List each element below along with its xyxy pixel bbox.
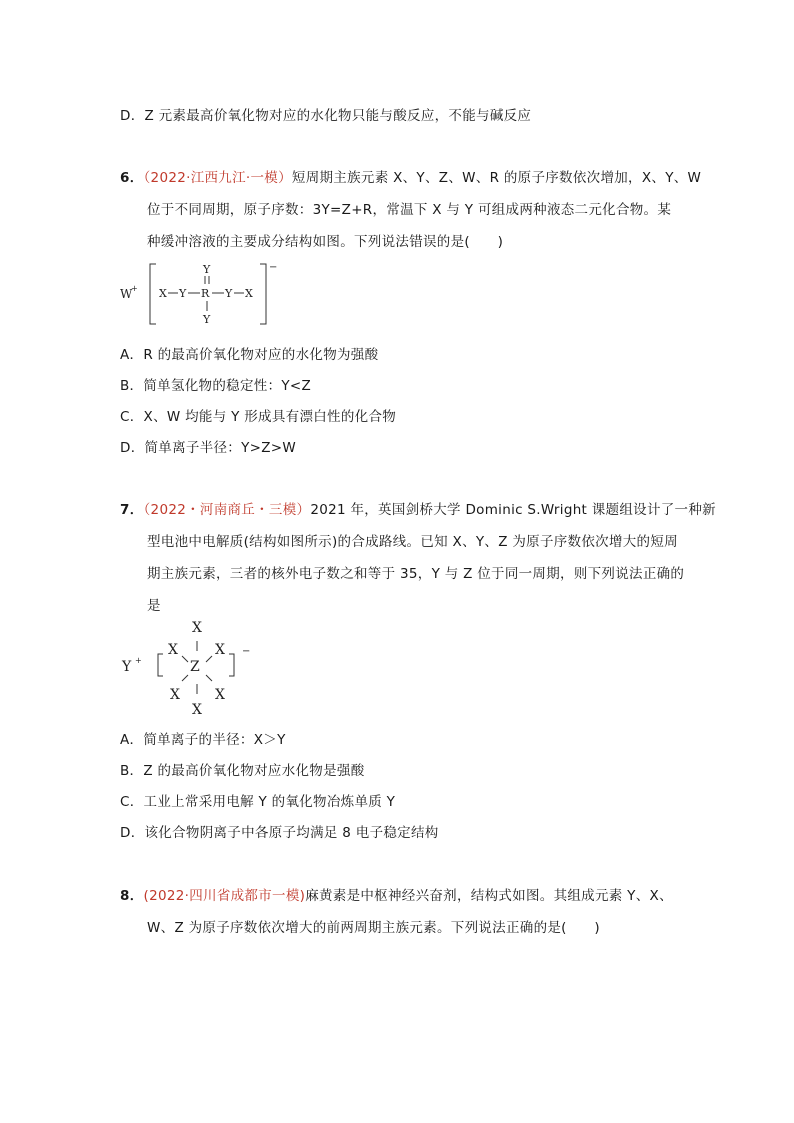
q6-left-bracket (150, 264, 156, 324)
q8-number: 8． (120, 888, 144, 904)
q6-bottom-y: Y (203, 313, 211, 326)
q6-row-y-right: Y (225, 287, 233, 300)
q7-stem-line-1 (120, 498, 716, 518)
q6-row-x-right: X (245, 287, 253, 300)
q6-stem-text-1: 短周期主族元素 X、Y、Z、W、R 的原子序数依次增加，X、Y、W (291, 170, 702, 186)
q7-option-c: C．工业上常采用电解 Y 的氧化物冶炼单质 Y (120, 794, 396, 810)
q7-number: 7． (120, 502, 144, 518)
q6-right-bracket (260, 264, 266, 324)
q7-bond-lower-left (182, 675, 188, 681)
q6-source: （2022·江西九江·一模） (143, 170, 292, 186)
q6-cation-symbol: W (120, 287, 133, 301)
q7-ligand-upper-right: X (215, 642, 225, 658)
q6-row-y-left: Y (179, 287, 187, 300)
q8-stem-line-1 (120, 884, 673, 904)
q7-ligand-upper-left: X (168, 642, 178, 658)
q7-stem-text-1: 2021 年，英国剑桥大学 Dominic S.Wright 课题组设计了一种新 (310, 502, 716, 518)
q8-stem-text-1: 麻黄素是中枢神经兴奋剂，结构式如图。其组成元素 Y、X、 (305, 888, 673, 904)
q7-option-d: D．该化合物阴离子中各原子均满足 8 电子稳定结构 (120, 825, 439, 841)
q7-source: （2022・河南商丘・三模） (143, 502, 311, 518)
q6-option-a: A．R 的最高价氧化物对应的水化物为强酸 (120, 347, 379, 363)
q7-structure-diagram (118, 616, 258, 716)
q6-option-b: B．简单氢化物的稳定性：Y<Z (120, 378, 312, 394)
q6-stem-line-3: 种缓冲溶液的主要成分结构如图。下列说法错误的是( ) (147, 234, 504, 250)
q7-bond-lower-right (206, 675, 212, 681)
q7-cation-charge: + (135, 656, 142, 665)
q7-stem-line-3: 期主族元素，三者的核外电子数之和等于 35，Y 与 Z 位于同一周期，则下列说法正确的 (147, 566, 685, 582)
q6-top-y: Y (203, 263, 211, 276)
q8-stem-line-2: W、Z 为原子序数依次增大的前两周期主族元素。下列说法正确的是( ) (147, 920, 600, 936)
q7-ligand-bottom: X (192, 702, 202, 716)
q6-stem-line-1 (120, 166, 701, 186)
q6-option-c: C．X、W 均能与 Y 形成具有漂白性的化合物 (120, 409, 397, 425)
q6-center-r: R (201, 287, 210, 300)
q7-stem-line-2: 型电池中电解质(结构如图所示)的合成路线。已知 X、Y、Z 为原子序数依次增大的短周 (147, 534, 678, 550)
q6-stem-line-2: 位于不同周期，原子序数：3Y=Z+R，常温下 X 与 Y 可组成两种液态二元化合物。某 (147, 202, 672, 218)
q7-bond-upper-right (206, 656, 212, 662)
q7-center-z: Z (190, 659, 200, 675)
q6-anion-charge: − (269, 262, 278, 273)
q7-right-bracket (229, 654, 234, 676)
q7-bond-upper-left (182, 656, 188, 662)
q6-option-d: D．简单离子半径：Y>Z>W (120, 440, 297, 456)
q6-cation-charge: + (131, 284, 138, 293)
q7-ligand-lower-left: X (170, 687, 180, 703)
q6-structure-diagram (118, 260, 298, 332)
q7-anion-charge: − (242, 646, 251, 657)
q7-cation-symbol: Y (122, 659, 132, 675)
q6-row-x-left: X (159, 287, 167, 300)
q7-option-b: B．Z 的最高价氧化物对应水化物是强酸 (120, 763, 365, 779)
q7-ligand-top: X (192, 620, 202, 636)
q7-left-bracket (158, 654, 163, 676)
q7-ligand-lower-right: X (215, 687, 225, 703)
q5-option-d: D．Z 元素最高价氧化物对应的水化物只能与酸反应，不能与碱反应 (120, 108, 532, 124)
q6-number: 6． (120, 170, 144, 186)
q8-source: (2022·四川省成都市一模) (143, 888, 306, 904)
q7-option-a: A．简单离子的半径：X＞Y (120, 732, 286, 748)
q7-stem-line-4: 是 (147, 598, 161, 614)
